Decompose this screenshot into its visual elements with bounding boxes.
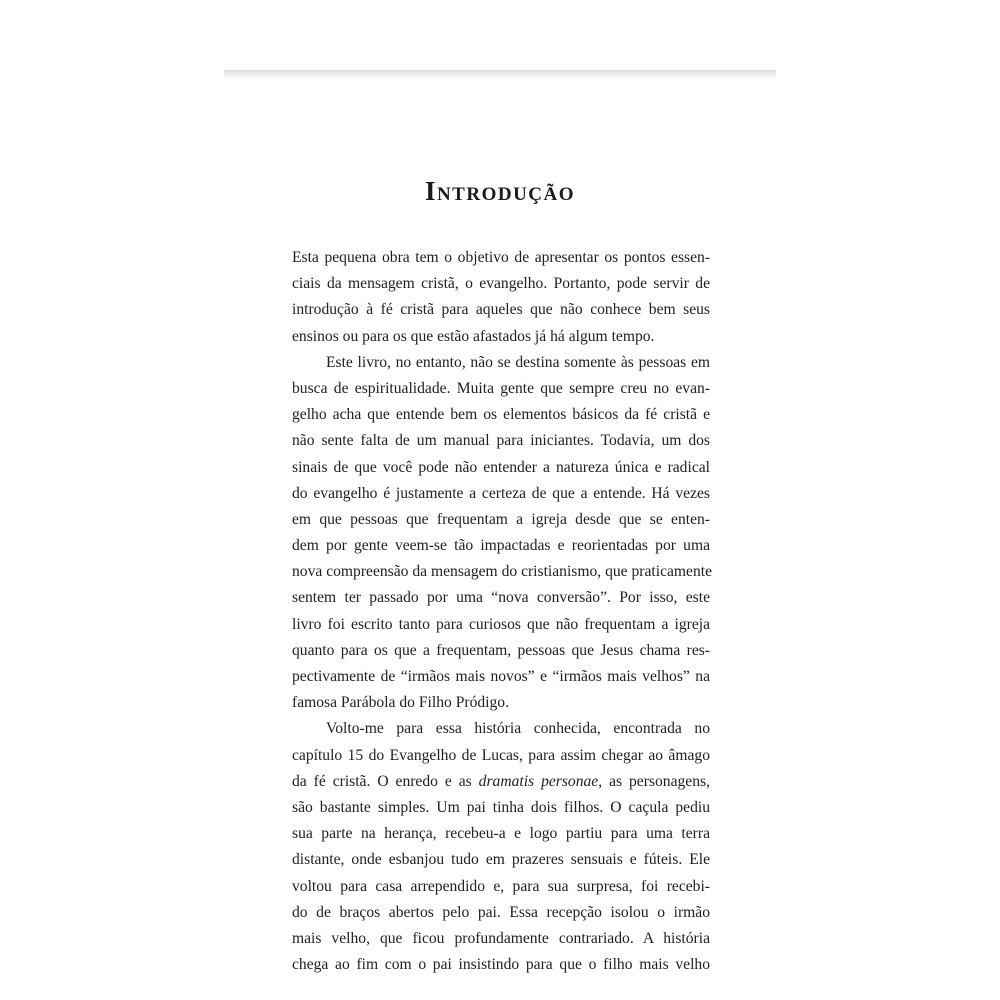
text-line: Este livro, no entanto, não se destina somente às pessoas em: [326, 353, 710, 371]
page-top-shadow: [224, 70, 776, 80]
text-line: em que pessoas que frequentam a igreja desde que se enten-: [292, 510, 710, 528]
text-line: introdução à fé cristã para aqueles que não conhece bem seus: [292, 301, 710, 319]
text-line: capítulo 15 do Evangelho de Lucas, para assim chegar ao âmago: [292, 746, 710, 764]
text-line: sinais de que você pode não entender a natureza única e radical: [292, 458, 710, 476]
text-line: pectivamente de “irmãos mais novos” e “irmãos mais velhos” na: [292, 668, 710, 685]
text-line: Volto-me para essa história conhecida, encontrada no: [326, 720, 710, 738]
text-line: do de braços abertos pelo pai. Essa recepção isolou o irmão: [292, 903, 710, 921]
text-line: ensinos ou para os que estão afastados já há algum tempo.: [292, 327, 655, 345]
paragraph-3: [292, 716, 710, 978]
text-line: dem por gente veem-se tão impactadas e reorientadas por uma: [292, 537, 710, 555]
text-line: quanto para os que a frequentam, pessoas que Jesus chama res-: [292, 641, 710, 659]
text-line: gelho acha que entende bem os elementos básicos da fé cristã e: [292, 406, 710, 424]
body-text: [292, 245, 713, 978]
text-line: do evangelho é justamente a certeza de que a entende. Há vezes: [292, 484, 710, 502]
text-line: livro foi escrito tanto para curiosos que não frequentam a igreja: [292, 615, 710, 633]
text-line: distante, onde esbanjou tudo em prazeres sensuais e fúteis. Ele: [292, 851, 710, 869]
text-line: sua parte na herança, recebeu-a e logo partiu para uma terra: [292, 825, 710, 843]
text-line: nova compreensão da mensagem do cristianismo, que praticamente: [292, 563, 713, 581]
text-line: não sente falta de um manual para iniciantes. Todavia, um dos: [292, 432, 710, 450]
text-line-with-italic: [292, 769, 710, 795]
text-line: voltou para casa arrependido e, para sua surpresa, foi recebi-: [292, 877, 710, 895]
text-line: são bastante simples. Um pai tinha dois filhos. O caçula pediu: [292, 798, 710, 816]
chapter-title: Introdução: [424, 176, 576, 206]
text-line: ciais da mensagem cristã, o evangelho. Portanto, pode servir de: [292, 275, 710, 293]
text-line: famosa Parábola do Filho Pródigo.: [292, 694, 509, 712]
italic-term: dramatis personae: [478, 772, 599, 790]
text-line: chega ao fim com o pai insistindo para que o filho mais velho: [292, 956, 710, 974]
text-line: sentem ter passado por uma “nova conversão”. Por isso, este: [292, 589, 710, 607]
text-fragment: da fé cristã. O enredo e as: [292, 772, 479, 790]
book-page: [224, 80, 776, 974]
text-line: busca de espiritualidade. Muita gente que sempre creu no evan-: [292, 379, 710, 397]
text-line: mais velho, que ficou profundamente contrariado. A história: [292, 929, 710, 947]
paragraph-2: [292, 350, 713, 717]
text-line: Esta pequena obra tem o objetivo de apresentar os pontos essen-: [292, 249, 710, 266]
paragraph-1: [292, 245, 710, 350]
text-fragment: , as personagens,: [598, 772, 710, 790]
